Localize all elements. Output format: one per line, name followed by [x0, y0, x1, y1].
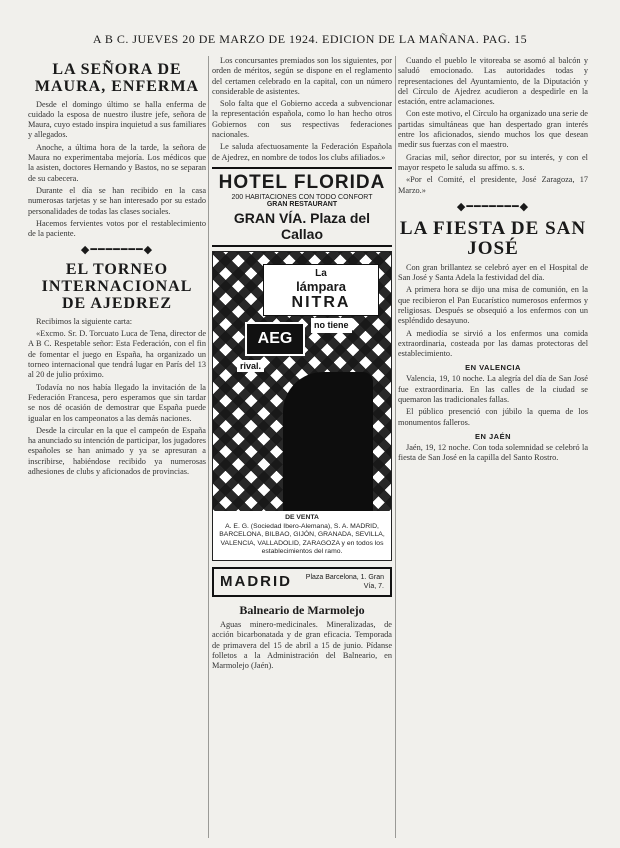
- column-rule: [208, 56, 209, 838]
- article-paragraph: Con gran brillantez se celebró ayer en el Hospital de San José y Santa Adela la festividad del día.: [398, 262, 588, 283]
- ad-slogan: rival.: [237, 360, 264, 372]
- hotel-florida-ad: [212, 167, 392, 247]
- article-paragraph: «Por el Comité, el presidente, José Zaragoza, 17 Marzo.»: [398, 175, 588, 195]
- ad-text: Aguas minero-medicinales. Mineralizadas, de acción bicarbonatada y de gran eficacia. Temporada de primavera del 15 de abril a 15 de junio. Pídanse folletos a la Administración del Balneario, en Marmolejo (Jaén).: [212, 619, 392, 671]
- article-paragraph: A primera hora se dijo una misa de comunión, en la que recibieron el Pan Eucarístico numerosos enfermos y religiosas. Después se obsequió a los enfermos con un espléndido desayuno.: [398, 285, 588, 326]
- article-paragraph: «Excmo. Sr. D. Torcuato Luca de Tena, director de A B C. Respetable señor: Esta Federación, con el fin de fomentar el juego en España, ha organizado un torneo internacional que tendrá lugar en París del 13 al 20 de julio próximo.: [28, 329, 206, 380]
- ad-text: lámpara: [296, 278, 346, 294]
- article-paragraph: Le saluda afectuosamente la Federación Española de Ajedrez, en nombre de todos los clubs afiliados.»: [212, 142, 392, 162]
- ornament-divider: ◆━━━━━━━◆: [80, 243, 154, 257]
- ad-address: Plaza Barcelona, 1. Gran Vía, 7.: [305, 573, 384, 590]
- ad-headline: [263, 264, 379, 316]
- headline-maura: LA SEÑORA DE MAURA, ENFERMA: [34, 61, 200, 95]
- article-paragraph: Valencia, 19, 10 noche. La alegría del día de San José fue extraordinaria. En las calles de la ciudad se quemaron las tradicionales fallas.: [398, 374, 588, 404]
- article-paragraph: Jaén, 19, 12 noche. Con toda solemnidad se celebró la fiesta de San José en la capilla del Santo Rostro.: [398, 442, 588, 463]
- headline-torneo: EL TORNEO INTERNACIONAL DE AJEDREZ: [41, 261, 193, 313]
- article-paragraph: Desde el domingo último se halla enferma de cuidado la esposa de nuestro ilustre jefe, señora de Maura, cuyo estado inspira inquietud a sus familiares y allegados.: [28, 99, 206, 140]
- column-rule: [395, 56, 396, 838]
- ad-text: La: [315, 267, 327, 279]
- ad-slogan: no tiene: [311, 318, 352, 333]
- ad-title: HOTEL FLORIDA: [218, 171, 386, 193]
- ad-text: DE VENTA: [285, 514, 319, 521]
- subheading: EN JAÉN: [474, 431, 511, 441]
- ad-text: NITRA: [291, 293, 351, 311]
- article-paragraph: El público presenció con júbilo la quema de los monumentos falleros.: [398, 407, 588, 427]
- article-paragraph: Desde la circular en la que el campeón de España ha anunciado su intención de participar, los jugadores españoles se han animado y ya se apresuran a inscribirse, habiéndose recibido ya numerosas adhesiones de clubs y aficionados de provincias.: [28, 425, 206, 476]
- article-paragraph: Los concursantes premiados son los siguientes, por orden de méritos, según se dispone en el reglamento del certamen celebrado en la capital, con un número considerable de asistentes.: [212, 56, 392, 96]
- ad-sale-info: [213, 511, 391, 560]
- right-column: [398, 56, 588, 842]
- article-paragraph: Anoche, a última hora de la tarde, la señora de Maura no experimentaba mejoría. Los médicos que la asisten, doctores Hernando y Bastos, no se separan de su cabecera.: [28, 142, 206, 183]
- article-paragraph: Todavía no nos había llegado la invitación de la Federación Francesa, pero esperamos que sin tardar se nos dé ocasión de demostrar que España puede igualar en los campeonatos a las demás naciones.: [28, 382, 206, 423]
- left-column: [28, 56, 206, 842]
- ornament-divider: ◆━━━━━━━◆: [456, 199, 530, 213]
- article-paragraph: A mediodía se sirvió a los enfermos una comida extraordinaria, costeada por las damas protectoras del establecimiento.: [398, 328, 588, 359]
- aeg-logo: AEG: [245, 322, 305, 356]
- ad-address: GRAN VÍA. Plaza del Callao: [233, 209, 371, 242]
- article-paragraph: Durante el día se han recibido en la casa numerosas tarjetas y se han interesado por su estado personalidades de todas las clases sociales.: [28, 185, 206, 216]
- article-paragraph: Recibimos la siguiente carta:: [36, 316, 133, 326]
- ad-text: A. E. G. (Sociedad Ibero-Alemana), S. A. MADRID, BARCELONA, BILBAO, GIJÓN, GRANADA, SEVILLA, VALENCIA, VALLADOLID, ZARAGOZA y en todos los establecimientos del ramo.: [219, 522, 385, 556]
- article-paragraph: Gracias mil, señor director, por su interés, y con el mayor respeto le saluda su affmo. s. s.: [398, 152, 588, 172]
- aeg-lamp-ad: [212, 251, 392, 561]
- ad-title: Balneario de Marmolejo: [239, 602, 365, 617]
- ad-city: MADRID: [220, 573, 292, 591]
- ad-subtitle: GRAN RESTAURANT: [266, 200, 338, 208]
- subheading: EN VALENCIA: [465, 363, 521, 373]
- ad-subtitle: 200 HABITACIONES CON TODO CONFORT: [231, 193, 373, 201]
- balneario-ad: [212, 603, 392, 671]
- article-paragraph: Cuando el pueblo le vitoreaba se asomó al balcón y saludó emocionado. Las autoridades todas y representaciones del Ayuntamiento, de la Diputación y del Círculo de Ajedrez acudieron a despedirle en la estación, entre aclamaciones.: [398, 56, 588, 107]
- madrid-ad: [212, 567, 392, 597]
- article-paragraph: Hacemos fervientes votos por el restablecimiento de la paciente.: [28, 218, 206, 239]
- headline-san-jose: LA FIESTA DE SAN JOSÉ: [399, 217, 587, 259]
- running-head: A B C. JUEVES 20 DE MARZO DE 1924. EDICION DE LA MAÑANA. PAG. 15: [92, 32, 528, 46]
- article-paragraph: Con este motivo, el Círculo ha organizado una serie de partidas simultáneas que han despertado gran interés entre los aficionados, siendo muchos los que desean medir sus fuerzas con el maestro.: [398, 109, 588, 150]
- middle-column: [212, 56, 392, 842]
- article-paragraph: Solo falta que el Gobierno acceda a subvencionar la representación española, como lo han hecho otros Gobiernos con sus respectivas federaciones nacionales.: [212, 99, 392, 140]
